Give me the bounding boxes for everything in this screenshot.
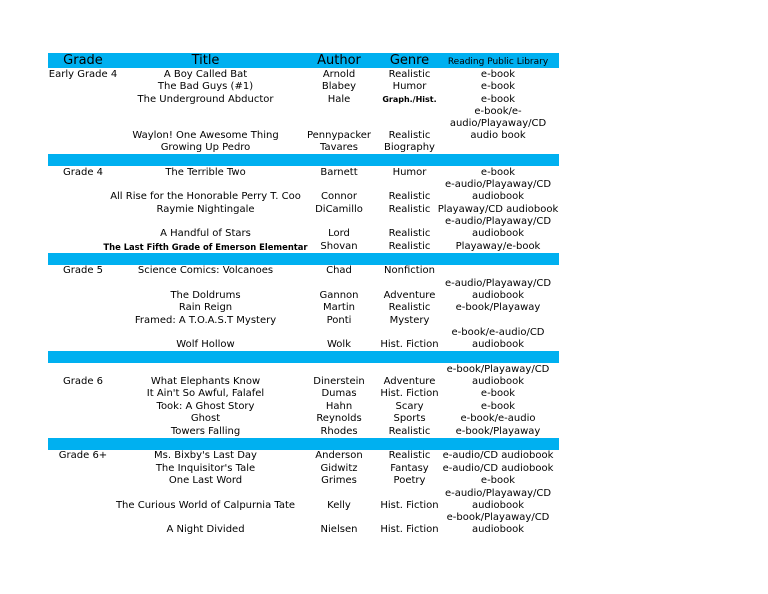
format-cell: e-book/Playaway/CD audiobook: [446, 512, 550, 535]
table-header-row: [48, 53, 559, 68]
title-cell: Ghost: [190, 413, 221, 424]
format-cell: e-book/e-audio/Playaway/CD audio book: [449, 105, 547, 141]
table-row: [48, 240, 559, 253]
title-cell: Growing Up Pedro: [160, 142, 251, 153]
header-title: Title: [191, 53, 220, 68]
genre-cell: Hist. Fiction: [380, 388, 439, 399]
table-row: [48, 425, 559, 438]
book-list-table: [48, 53, 559, 536]
genre-cell: Realistic: [388, 450, 431, 461]
genre-cell: Humor: [392, 81, 427, 92]
title-cell: Waylon! One Awesome Thing: [132, 129, 279, 141]
group-separator: [48, 253, 559, 265]
format-cell: e-book: [480, 81, 516, 92]
genre-cell: Humor: [392, 166, 427, 178]
group-separator: [48, 438, 559, 450]
title-cell: A Handful of Stars: [160, 228, 251, 239]
genre-cell: Fantasy: [390, 462, 429, 474]
genre-cell: Realistic: [388, 302, 431, 313]
genre-cell: Realistic: [388, 203, 431, 215]
table-row: [48, 413, 559, 426]
author-cell: DiCamillo: [315, 203, 363, 215]
format-cell: e-book/Playaway: [455, 425, 541, 437]
format-cell: e-book: [480, 68, 516, 80]
author-cell: Nielsen: [320, 524, 358, 535]
header-grade: Grade: [63, 53, 103, 68]
table-row: [48, 216, 559, 241]
format-cell: e-audio/Playaway/CD audiobook: [444, 277, 552, 301]
title-cell: The Curious World of Calpurnia Tate: [115, 499, 296, 511]
header-library-format: Reading Public Library: [447, 57, 549, 67]
table-row: [48, 68, 559, 81]
title-cell: Rain Reign: [178, 302, 233, 313]
table-row: [48, 302, 559, 315]
title-cell: It Ain't So Awful, Falafel: [146, 388, 265, 399]
format-cell: e-book/e-audio: [460, 413, 536, 424]
table-row: [48, 106, 559, 142]
group-separator: [48, 351, 559, 363]
genre-cell: Adventure: [383, 289, 436, 301]
title-cell: What Elephants Know: [150, 375, 261, 387]
table-row: [48, 81, 559, 94]
genre-cell: Realistic: [388, 129, 431, 141]
format-cell: e-book/e-audio/CD audiobook: [451, 327, 545, 350]
format-cell: e-book: [480, 93, 516, 105]
title-cell: Ms. Bixby's Last Day: [154, 450, 257, 461]
author-cell: Hahn: [325, 400, 353, 412]
title-cell: Towers Falling: [170, 425, 241, 437]
group-separator: [48, 154, 559, 166]
format-cell: e-book: [480, 388, 516, 399]
table-row: [48, 142, 559, 155]
title-cell: Raymie Nightingale: [156, 203, 255, 215]
author-cell: Connor: [320, 191, 357, 202]
table-row: [48, 179, 559, 204]
genre-cell: Realistic: [388, 240, 431, 252]
author-cell: Shovan: [320, 240, 358, 252]
author-cell: Pennypacker: [306, 129, 372, 141]
genre-cell: Sports: [393, 413, 426, 424]
table-row: [48, 462, 559, 475]
title-cell: The Inquisitor's Tale: [155, 462, 256, 474]
author-cell: Blabey: [321, 81, 357, 92]
genre-cell: Realistic: [388, 425, 431, 437]
format-cell: e-book: [480, 400, 516, 412]
author-cell: Reynolds: [316, 413, 362, 424]
author-cell: Rhodes: [320, 425, 358, 437]
genre-cell: Hist. Fiction: [380, 339, 439, 350]
genre-cell: Realistic: [388, 68, 431, 80]
genre-cell: Mystery: [389, 314, 430, 326]
title-cell: The Terrible Two: [165, 166, 246, 178]
genre-cell: Scary: [395, 400, 424, 412]
author-cell: Chad: [326, 265, 352, 276]
format-cell: e-book/Playaway/CD audiobook: [446, 363, 550, 387]
table-row: [48, 314, 559, 327]
genre-cell: Nonfiction: [384, 265, 435, 276]
format-cell: e-book: [480, 166, 516, 178]
table-row: [48, 475, 559, 488]
author-cell: Ponti: [326, 314, 352, 326]
format-cell: Playaway/e-book: [455, 240, 541, 252]
author-cell: Barnett: [320, 166, 358, 178]
format-cell: e-audio/Playaway/CD audiobook: [444, 487, 552, 511]
grade-cell: Grade 6: [62, 375, 104, 387]
format-cell: e-audio/Playaway/CD audiobook: [444, 216, 552, 239]
title-cell: One Last Word: [168, 475, 243, 486]
title-cell: All Rise for the Honorable Perry T. Coo: [110, 191, 301, 202]
header-author: Author: [317, 53, 361, 68]
title-cell: Wolf Hollow: [176, 339, 235, 350]
table-row: [48, 363, 559, 388]
author-cell: Martin: [323, 302, 355, 313]
genre-cell: Adventure: [383, 375, 436, 387]
genre-cell: Realistic: [388, 228, 431, 239]
table-row: [48, 327, 559, 352]
format-cell: Playaway/CD audiobook: [437, 203, 559, 215]
table-row: [48, 277, 559, 302]
grade-cell: Grade 5: [62, 265, 104, 276]
genre-cell: Hist. Fiction: [380, 499, 439, 511]
author-cell: Arnold: [322, 68, 356, 80]
format-cell: e-audio/CD audiobook: [442, 450, 554, 461]
genre-cell: Biography: [384, 142, 435, 153]
genre-cell: Poetry: [393, 475, 426, 486]
author-cell: Gidwitz: [320, 462, 358, 474]
title-cell: Science Comics: Volcanoes: [137, 265, 274, 276]
format-cell: e-audio/CD audiobook: [442, 462, 554, 474]
table-row: [48, 388, 559, 401]
author-cell: Hale: [327, 93, 351, 105]
title-cell: A Night Divided: [166, 524, 245, 535]
author-cell: Dumas: [321, 388, 357, 399]
author-cell: Dinerstein: [313, 375, 365, 387]
table-row: [48, 203, 559, 216]
grade-cell: Grade 4: [62, 166, 104, 178]
genre-cell: Realistic: [388, 191, 431, 202]
table-row: [48, 265, 559, 278]
title-cell: The Bad Guys (#1): [157, 81, 254, 92]
title-cell: The Last Fifth Grade of Emerson Elementar: [103, 241, 308, 252]
author-cell: Gannon: [319, 289, 359, 301]
format-cell: e-audio/Playaway/CD audiobook: [444, 179, 552, 202]
title-cell: A Boy Called Bat: [163, 68, 248, 80]
title-cell: The Underground Abductor: [137, 93, 274, 105]
title-cell: The Doldrums: [170, 289, 241, 301]
table-row: [48, 166, 559, 179]
author-cell: Anderson: [315, 450, 363, 461]
author-cell: Kelly: [327, 499, 351, 511]
author-cell: Grimes: [321, 475, 357, 486]
genre-cell: Hist. Fiction: [380, 524, 439, 535]
table-row: [48, 400, 559, 413]
grade-cell: Grade 6+: [58, 450, 108, 461]
table-row: [48, 93, 559, 106]
author-cell: Tavares: [320, 142, 358, 153]
table-row: [48, 450, 559, 463]
format-cell: e-book: [480, 475, 516, 486]
author-cell: Wolk: [327, 339, 351, 350]
title-cell: Took: A Ghost Story: [156, 400, 255, 412]
header-genre: Genre: [389, 53, 430, 68]
table-row: [48, 487, 559, 512]
table-row: [48, 512, 559, 537]
genre-cell: Graph./Hist.: [382, 94, 437, 104]
grade-cell: Early Grade 4: [48, 68, 118, 80]
author-cell: Lord: [328, 228, 350, 239]
format-cell: e-book/Playaway: [455, 302, 541, 313]
title-cell: Framed: A T.O.A.S.T Mystery: [134, 314, 277, 326]
